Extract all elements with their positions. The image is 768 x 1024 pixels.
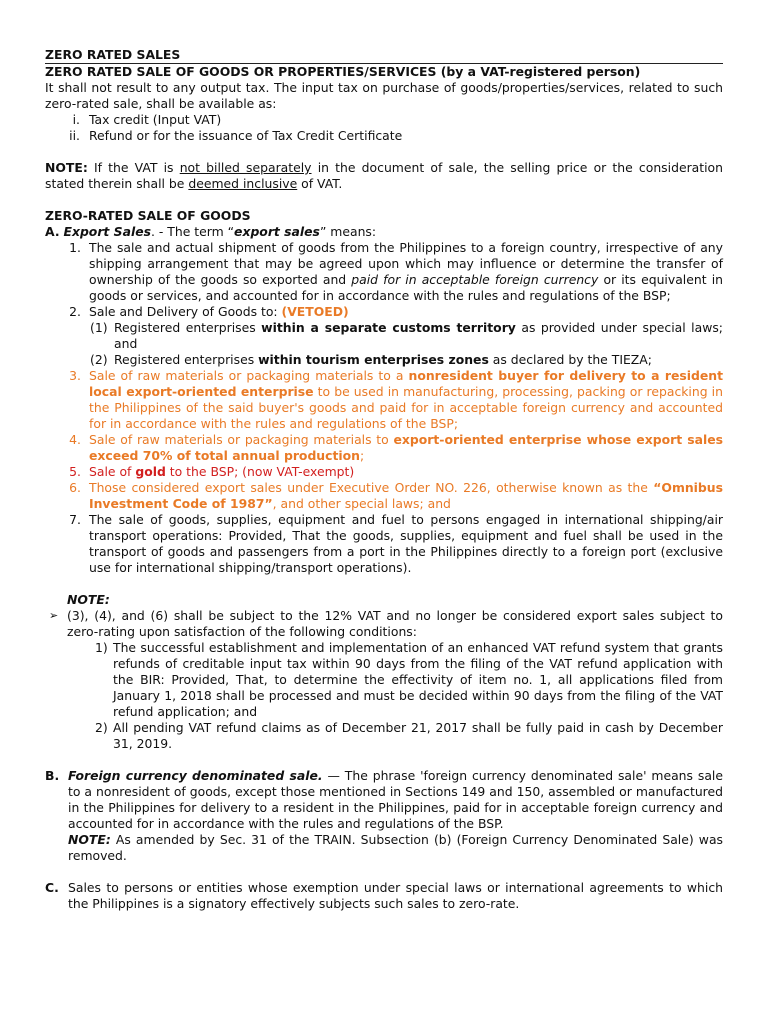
- export-item-3: 3. Sale of raw materials or packaging materials to a nonresident buyer for delivery to a resident local export-oriented enterprise to be used in manufacturing, processing, packing or repacking in the Philippines of the said buyer's goods and paid for in acceptable foreign currency and accounted for in accordance with the rules and regulations of the BSP;: [69, 368, 723, 431]
- note-bullet: ➢ (3), (4), and (6) shall be subject to the 12% VAT and no longer be considered export sales subject to zero-rating upon satisfaction of the following conditions:: [49, 608, 723, 639]
- export-item-4: 4. Sale of raw materials or packaging materials to export-oriented enterprise whose export sales exceed 70% of total annual production;: [69, 432, 723, 463]
- section-b: B. Foreign currency denominated sale. — The phrase 'foreign currency denominated sale' means sale to a nonresident of goods, except those mentioned in Sections 149 and 150, assembled or manufactured in the Philippines for delivery to a resident in the Philippines, paid for in acceptable foreign currency and accounted for in accordance with the rules and regulations of the BSP. NOTE: As amended by Sec. 31 of the TRAIN. Subsection (b) (Foreign Currency Denominated Sale) was removed.: [45, 768, 724, 863]
- goods-heading: ZERO-RATED SALE OF GOODS: [45, 208, 251, 223]
- export-item-7: 7. The sale of goods, supplies, equipment and fuel to persons engaged in international shipping/air transport operations: Provided, That the goods, supplies, equipment and fuel shall be used in the transport of goods and passengers from a port in the Philippines directly to a foreign port (exclusive use for international shipping/transport operations).: [69, 512, 723, 575]
- intro-item: ii. Refund or for the issuance of Tax Credit Certificate: [69, 128, 403, 143]
- export-item-2: 2. Sale and Delivery of Goods to: (VETOED): [69, 304, 349, 319]
- export-item-2-sub-1: (1) Registered enterprises within a separate customs territory as provided under special laws; and: [90, 320, 723, 351]
- arrow-bullet-icon: ➢: [49, 609, 59, 622]
- condition-1: 1) The successful establishment and implementation of an enhanced VAT refund system that grants refunds of creditable input tax within 90 days from the filing of the VAT refund application with the BIR: Provided, That, to determine the effectivity of item no. 1, all applications filed from January 1, 2018 shall be processed and must be decided within 90 days from the filing of the VAT refund application; and: [95, 640, 723, 719]
- section-a-heading: A. Export Sales. - The term “export sales” means:: [45, 224, 377, 239]
- section-c: C. Sales to persons or entities whose exemption under special laws or international agreements to which the Philippines is a signatory effectively subjects such sales to zero-rate.: [45, 880, 723, 911]
- export-item-1: 1. The sale and actual shipment of goods from the Philippines to a foreign country, irrespective of any shipping arrangement that may be agreed upon which may influence or determine the transfer of ownership of the goods so exported and paid for in acceptable foreign currency or its equivalent in goods or services, and accounted for in accordance with the rules and regulations of the BSP;: [69, 240, 723, 303]
- export-item-5: 5. Sale of gold to the BSP; (now VAT-exempt): [69, 464, 355, 479]
- vetoed-label: (VETOED): [281, 304, 349, 319]
- note-label: NOTE:: [67, 592, 110, 607]
- document-title: ZERO RATED SALES: [45, 47, 181, 62]
- export-item-2-sub-2: (2) Registered enterprises within tourism enterprises zones as declared by the TIEZA;: [90, 352, 652, 367]
- condition-2: 2) All pending VAT refund claims as of December 21, 2017 shall be fully paid in cash by December 31, 2019.: [95, 720, 723, 751]
- export-item-6: 6. Those considered export sales under Executive Order NO. 226, otherwise known as the “Omnibus Investment Code of 1987”, and other special laws; and: [69, 480, 723, 511]
- vat-note: NOTE: If the VAT is not billed separately in the document of sale, the selling price or the consideration stated therein shall be deemed inclusive of VAT.: [45, 160, 723, 191]
- section-heading: ZERO RATED SALE OF GOODS OR PROPERTIES/SERVICES (by a VAT-registered person): [45, 63, 723, 80]
- intro-paragraph: It shall not result to any output tax. The input tax on purchase of goods/properties/services, related to such zero-rated sale, shall be available as:: [45, 80, 723, 111]
- document-page: [45, 47, 723, 912]
- intro-item: i. Tax credit (Input VAT): [72, 112, 222, 127]
